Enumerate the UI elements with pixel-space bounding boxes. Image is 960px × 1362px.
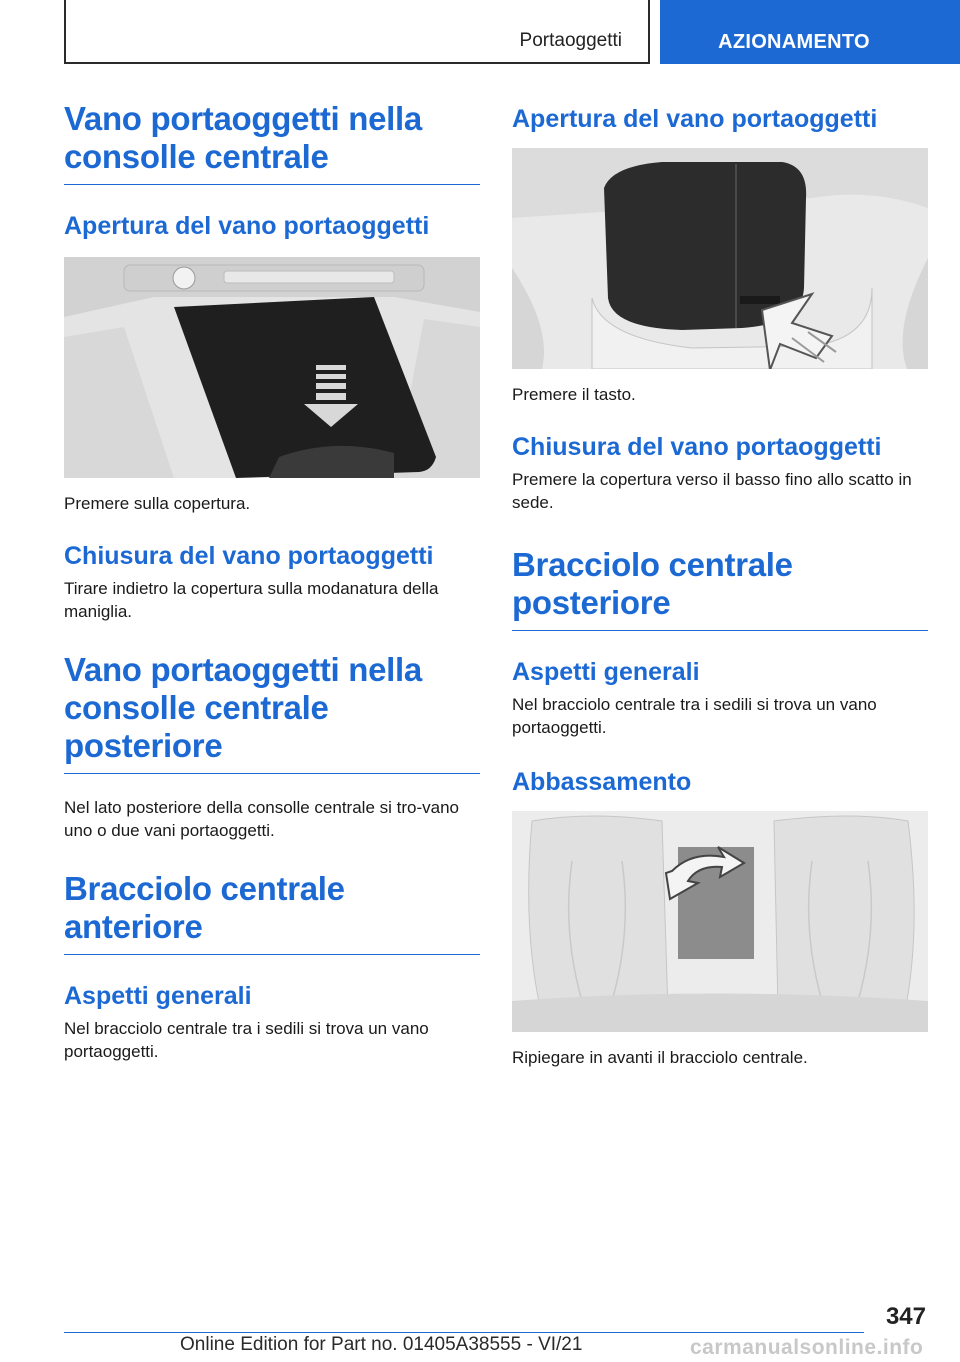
subheading-closing-front: Chiusura del vano portaoggetti <box>64 542 434 570</box>
heading-front-console-storage: Vano portaoggetti nella consolle centrale <box>64 100 480 185</box>
caption-fold-armrest: Ripiegare in avanti il bracciolo centrale. <box>512 1048 808 1067</box>
text-closing-front: Tirare indietro la copertura sulla modanatura della maniglia. <box>64 579 439 621</box>
text-general-front: Nel bracciolo centrale tra i sedili si trova un vano portaoggetti. <box>64 1019 429 1061</box>
header-section-title: Portaoggetti <box>519 30 622 51</box>
subheading-general-front: Aspetti generali <box>64 982 252 1010</box>
figure-rear-armrest-fold <box>512 811 928 1032</box>
text-general-rear: Nel bracciolo centrale tra i sedili si trova un vano portaoggetti. <box>512 695 877 737</box>
armrest-button-illustration <box>512 148 928 369</box>
caption-press-button: Premere il tasto. <box>512 385 636 404</box>
subheading-opening-armrest: Apertura del vano portaoggetti <box>512 105 878 133</box>
left-column <box>64 100 480 1063</box>
subheading-opening-front: Apertura del vano portaoggetti <box>64 212 430 240</box>
console-cover-illustration <box>64 257 480 478</box>
footer-rule <box>64 1332 864 1333</box>
subheading-closing-armrest: Chiusura del vano portaoggetti <box>512 433 882 461</box>
header-chapter-title: AZIONAMENTO <box>718 31 870 53</box>
header-chapter-tab <box>660 0 960 64</box>
right-column <box>512 100 928 1069</box>
figure-console-compartment-cover <box>64 257 480 478</box>
heading-front-armrest: Bracciolo centrale anteriore <box>64 870 480 955</box>
footer-edition: Online Edition for Part no. 01405A38555 - VI/21 <box>180 1334 583 1355</box>
page-number: 347 <box>885 1303 926 1330</box>
heading-rear-armrest: Bracciolo centrale posteriore <box>512 546 928 631</box>
heading-rear-console-storage: Vano portaoggetti nella consolle centrale posteriore <box>64 651 480 774</box>
figure-armrest-button <box>512 148 928 369</box>
text-closing-armrest: Premere la copertura verso il basso fino allo scatto in sede. <box>512 470 912 512</box>
text-rear-console-storage: Nel lato posteriore della consolle centrale si tro-vano uno o due vani portaoggetti. <box>64 798 459 840</box>
rear-armrest-illustration <box>512 811 928 1032</box>
subheading-folding-down: Abbassamento <box>512 768 692 796</box>
header-section-box <box>64 0 650 64</box>
caption-press-cover: Premere sulla copertura. <box>64 494 251 513</box>
footer-watermark: carmanualsonline.info <box>690 1336 924 1359</box>
subheading-general-rear: Aspetti generali <box>512 658 700 686</box>
